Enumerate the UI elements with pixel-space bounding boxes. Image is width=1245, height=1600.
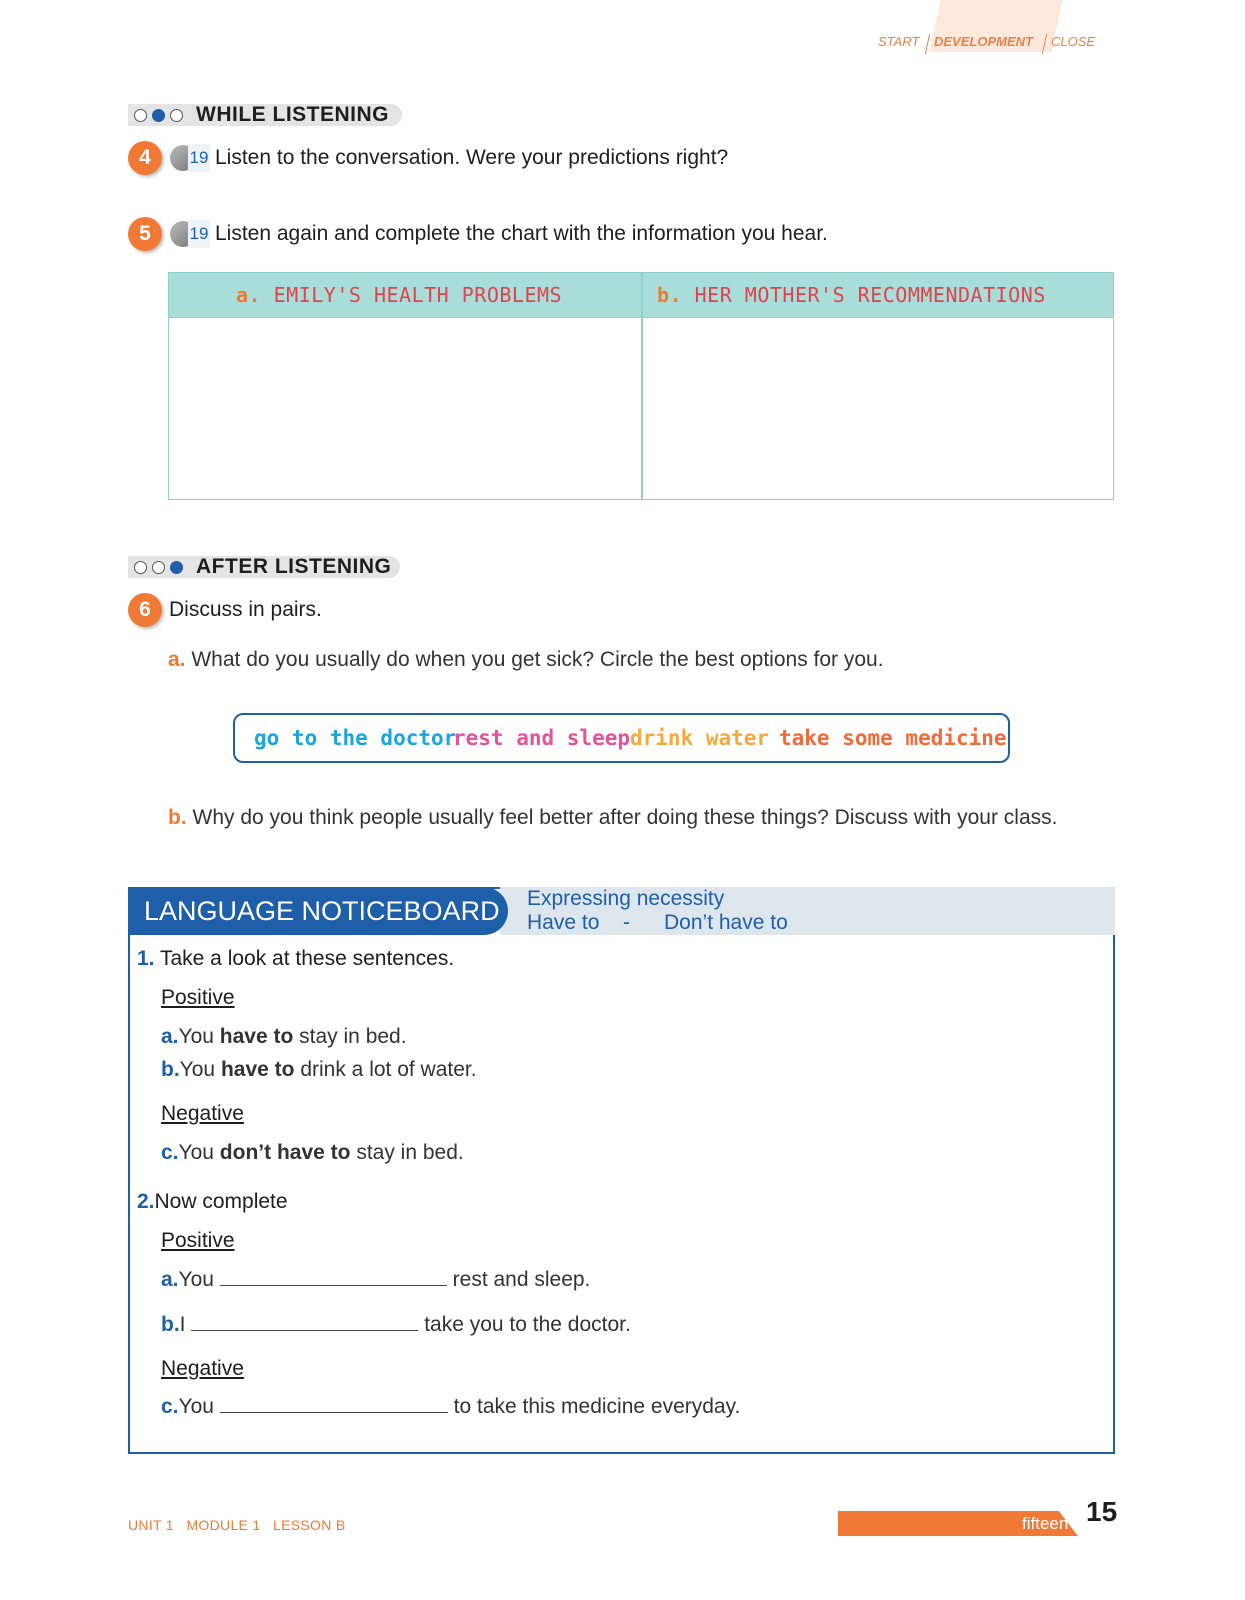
- section-title: AFTER LISTENING: [196, 555, 392, 578]
- stage-dot: [134, 109, 147, 122]
- stage-dot-active: [170, 561, 183, 574]
- item-letter: a.: [168, 648, 186, 671]
- answer-cell-a[interactable]: [171, 319, 639, 497]
- complete-sentence-a: [161, 1268, 590, 1292]
- noticeboard-title: LANGUAGE NOTICEBOARD: [128, 887, 508, 935]
- footer-module: MODULE 1: [186, 1517, 261, 1533]
- track-number: 19: [188, 144, 210, 172]
- sentence-highlight: have to: [219, 1025, 294, 1048]
- exercise-number: 6: [128, 593, 162, 627]
- question-text: What do you usually do when you get sick? Circle the best options for you.: [191, 648, 884, 671]
- step-number: 1.: [137, 947, 155, 970]
- have-to-label: Have to: [527, 911, 600, 934]
- step-number: 2.: [137, 1190, 155, 1213]
- step-2: [137, 1190, 288, 1214]
- nav-divider: [925, 34, 930, 54]
- exercise-instruction: Listen to the conversation. Were your predictions right?: [215, 146, 729, 169]
- step-text: Take a look at these sentences.: [159, 947, 455, 970]
- positive-heading: Positive: [161, 986, 235, 1009]
- column-letter: a.: [236, 283, 262, 307]
- step-1: [137, 947, 454, 971]
- sentence-part: stay in bed.: [299, 1025, 407, 1048]
- item-letter: b.: [161, 1313, 180, 1336]
- option-go-to-doctor[interactable]: go to the doctor: [254, 726, 457, 750]
- chart-header-b: [657, 283, 1046, 307]
- fill-in-blank[interactable]: [220, 1284, 447, 1286]
- sentence-part: You: [179, 1058, 216, 1081]
- lesson-stage-nav: [0, 34, 1245, 54]
- stage-dot-active: [152, 109, 165, 122]
- footer-unit: UNIT 1: [128, 1517, 174, 1533]
- chart-table: [168, 272, 1114, 500]
- options-box: [233, 713, 1010, 763]
- sentence-part: You: [178, 1268, 214, 1291]
- question-b: [168, 806, 1057, 830]
- example-sentence-b: [161, 1058, 477, 1082]
- negative-heading: Negative: [161, 1102, 244, 1125]
- exercise-number: 4: [128, 141, 162, 175]
- sentence-part: You: [178, 1025, 214, 1048]
- nav-development: DEVELOPMENT: [934, 34, 1033, 49]
- item-letter: b.: [161, 1058, 180, 1081]
- fill-in-blank[interactable]: [191, 1329, 418, 1331]
- chart-header-a: [236, 283, 562, 307]
- question-text: Why do you think people usually feel better after doing these things? Discuss with your class.: [192, 806, 1058, 829]
- column-title: EMILY'S HEALTH PROBLEMS: [273, 283, 563, 307]
- sentence-part: drink a lot of water.: [300, 1058, 477, 1081]
- item-letter: a.: [161, 1268, 179, 1291]
- item-letter: a.: [161, 1025, 179, 1048]
- stage-dot: [170, 109, 183, 122]
- page-number: 15: [1086, 1496, 1118, 1527]
- sentence-part: I: [179, 1313, 186, 1336]
- section-title: WHILE LISTENING: [196, 103, 389, 126]
- dash: -: [623, 911, 630, 934]
- nav-close: CLOSE: [1051, 34, 1096, 49]
- nav-start: START: [878, 34, 920, 49]
- sentence-highlight: don’t have to: [219, 1141, 351, 1164]
- exercise-number: 5: [128, 217, 162, 251]
- negative-heading: Negative: [161, 1357, 244, 1380]
- dont-have-to-label: Don’t have to: [664, 911, 788, 934]
- example-sentence-c: [161, 1141, 464, 1165]
- track-number: 19: [188, 220, 210, 248]
- nav-divider: [1042, 34, 1047, 54]
- positive-heading: Positive: [161, 1229, 235, 1252]
- option-drink-water[interactable]: drink water: [630, 726, 770, 750]
- answer-cell-b[interactable]: [645, 319, 1111, 497]
- sentence-part: rest and sleep.: [452, 1268, 591, 1291]
- column-letter: b.: [657, 283, 683, 307]
- fill-in-blank[interactable]: [220, 1411, 448, 1413]
- column-title: HER MOTHER'S RECOMMENDATIONS: [694, 283, 1046, 307]
- footer-lesson: LESSON B: [273, 1517, 346, 1533]
- stage-dot: [152, 561, 165, 574]
- stage-dot: [134, 561, 147, 574]
- audio-track-icon[interactable]: [170, 143, 210, 173]
- sentence-part: You: [178, 1395, 214, 1418]
- item-letter: c.: [161, 1395, 179, 1418]
- sentence-part: stay in bed.: [356, 1141, 464, 1164]
- audio-track-icon[interactable]: [170, 219, 210, 249]
- exercise-instruction: Discuss in pairs.: [169, 598, 322, 621]
- noticeboard-topic: Expressing necessity: [527, 887, 725, 910]
- sentence-part: to take this medicine everyday.: [453, 1395, 741, 1418]
- column-divider: [641, 273, 643, 499]
- complete-sentence-c: [161, 1395, 740, 1419]
- noticeboard-box: [128, 887, 1115, 1454]
- item-letter: b.: [168, 806, 187, 829]
- after-listening-bar: [128, 556, 400, 578]
- step-text: Now complete: [154, 1190, 288, 1213]
- sentence-highlight: have to: [220, 1058, 295, 1081]
- option-take-medicine[interactable]: take some medicine: [779, 726, 1007, 750]
- while-listening-bar: [128, 104, 402, 126]
- option-rest-and-sleep[interactable]: rest and sleep: [453, 726, 631, 750]
- complete-sentence-b: [161, 1313, 631, 1337]
- example-sentence-a: [161, 1025, 407, 1049]
- item-letter: c.: [161, 1141, 179, 1164]
- footer-location: [128, 1517, 345, 1533]
- question-a: [168, 648, 884, 672]
- page-number-word: fifteen: [1022, 1514, 1069, 1533]
- sentence-part: take you to the doctor.: [424, 1313, 631, 1336]
- exercise-instruction: Listen again and complete the chart with the information you hear.: [215, 222, 828, 245]
- sentence-part: You: [178, 1141, 214, 1164]
